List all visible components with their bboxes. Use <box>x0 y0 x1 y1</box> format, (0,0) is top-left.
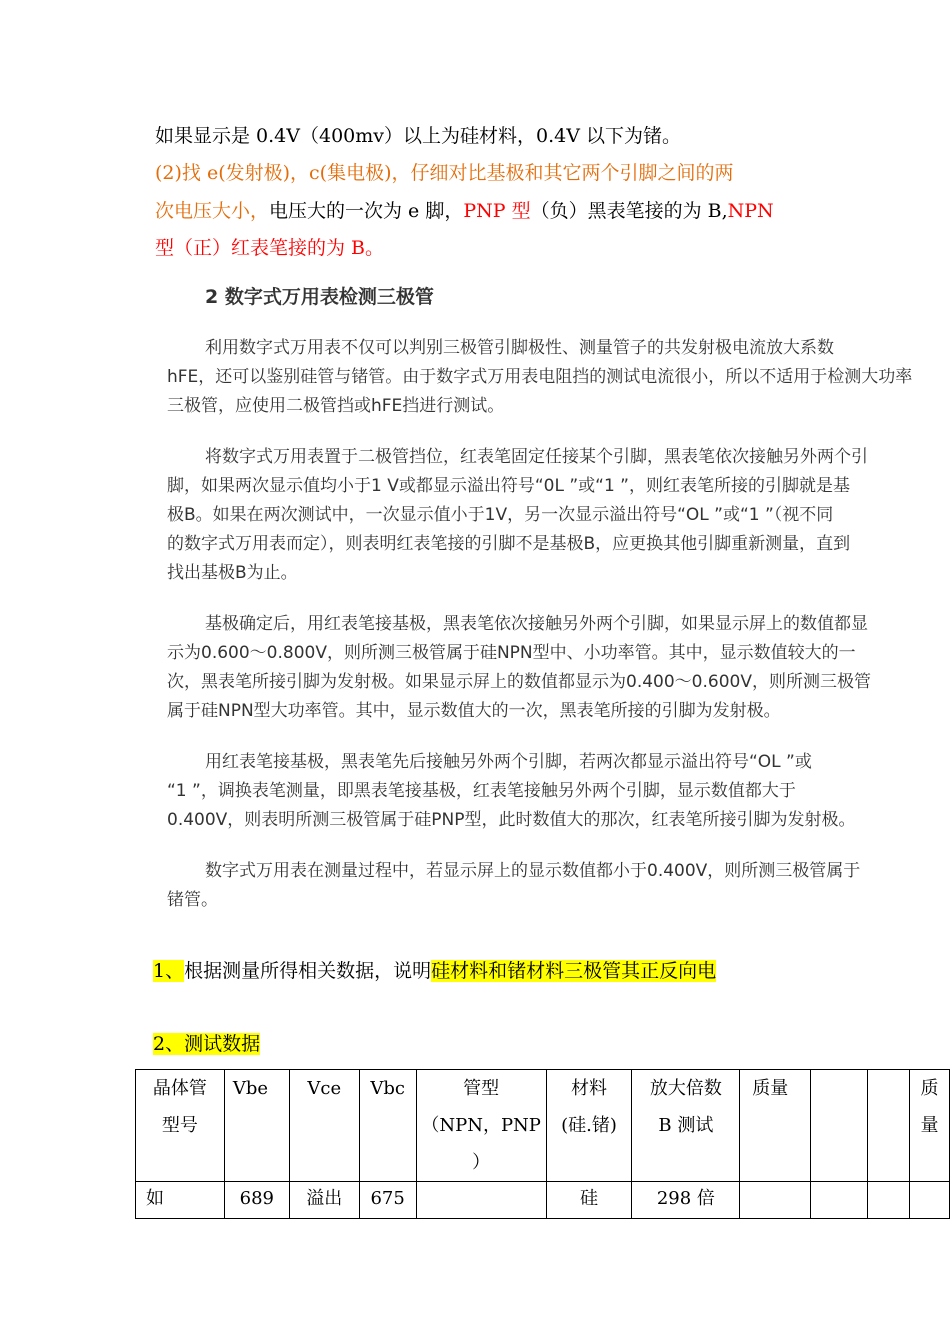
text-line-2: (2)找 e(发射极)，c(集电极)，仔细对比基极和其它两个引脚之间的两 <box>155 162 734 184</box>
header-cell-blank <box>811 1070 868 1182</box>
table-cell <box>811 1182 868 1219</box>
text-line-1: 如果显示是 0.4V（400mv）以上为硅材料，0.4V 以下为锗。 <box>155 125 681 147</box>
table-cell: 如 <box>136 1182 225 1219</box>
task-text: 根据测量所得相关数据，说明 <box>184 960 432 982</box>
header-cell-gain: 放大倍数 B 测试 <box>632 1070 740 1182</box>
paragraph-line: 脚，如果两次显示值均小于1 V或都显示溢出符号“0L ”或“1 ”，则红表笔所接的引脚就是基 <box>167 476 850 496</box>
text-line-3a: 次电压大小， <box>155 200 270 222</box>
paragraph-intro <box>167 334 950 421</box>
task-highlight: 硅材料和锗材料三极管其正反向电 <box>431 960 717 982</box>
paragraph-line: hFE，还可以鉴别硅管与锗管。由于数字式万用表电阻挡的测试电流很小，所以不适用于检测大功率 <box>167 367 913 387</box>
table-cell <box>909 1182 949 1219</box>
paragraph-line: 基极确定后，用红表笔接基极，黑表笔依次接触另外两个引脚，如果显示屏上的数值都显 <box>205 614 868 634</box>
table-row <box>136 1182 950 1219</box>
header-cell-type: 管型 （NPN，PNP ） <box>416 1070 546 1182</box>
header-cell-vce: Vce <box>289 1070 359 1182</box>
paragraph-line: 极B。如果在两次测试中，一次显示值小于1V，另一次显示溢出符号“OL ”或“1 ”（视不同 <box>167 505 834 525</box>
text-line-find-emitter <box>155 161 734 185</box>
paragraph-line: 次，黑表笔所接引脚为发射极。如果显示屏上的数值都显示为0.400～0.600V，则所测三极管 <box>167 672 871 692</box>
paragraph-line: 利用数字式万用表不仅可以判别三极管引脚极性、测量管子的共发射极电流放大系数 <box>205 338 834 358</box>
paragraph-line: 锗管。 <box>167 890 218 910</box>
table-cell <box>868 1182 910 1219</box>
table-header-row <box>136 1070 950 1182</box>
header-cell-vbe: Vbe <box>224 1070 289 1182</box>
table-cell: 298 倍 <box>632 1182 740 1219</box>
paragraph-line: 的数字式万用表而定），则表明红表笔接的引脚不是基极B，应更换其他引脚重新测量，直到 <box>167 534 851 554</box>
paragraph-line: 将数字式万用表置于二极管挡位，红表笔固定任接某个引脚，黑表笔依次接触另外两个引 <box>205 447 868 467</box>
text-line-4: 型（正）红表笔接的为 B。 <box>155 237 385 259</box>
text-line-3c: PNP 型 <box>463 200 531 222</box>
text-line-3b: 电压大的一次为 e 脚， <box>269 200 464 222</box>
paragraph-line: 0.400V，则表明所测三极管属于硅PNP型，此时数值大的那次，红表笔所接引脚为发射极。 <box>167 810 856 830</box>
table-cell <box>416 1182 546 1219</box>
paragraph-npn-test <box>167 610 950 726</box>
text-line-npn <box>155 236 384 260</box>
paragraph-line: 数字式万用表在测量过程中，若显示屏上的显示数值都小于0.400V，则所测三极管属于 <box>205 861 861 881</box>
table-cell: 689 <box>224 1182 289 1219</box>
test-data-heading-text: 2、测试数据 <box>153 1033 261 1055</box>
section-heading: 2 数字式万用表检测三极管 <box>205 286 434 308</box>
paragraph-line: 找出基极B为止。 <box>167 563 298 583</box>
table-cell <box>740 1182 811 1219</box>
table-cell: 溢出 <box>289 1182 359 1219</box>
text-line-silicon-rule <box>155 124 681 148</box>
test-data-heading <box>153 1032 260 1056</box>
text-line-voltage <box>155 199 774 223</box>
header-cell-material: 材料 (硅.锗) <box>546 1070 632 1182</box>
task-number: 1、 <box>153 960 185 982</box>
header-cell-model: 晶体管 型号 <box>136 1070 225 1182</box>
paragraph-line: 示为0.600～0.800V，则所测三极管属于硅NPN型中、小功率管。其中，显示数值较大的一 <box>167 643 856 663</box>
test-data-table <box>135 1069 950 1219</box>
paragraph-line: 三极管，应使用二极管挡或hFE挡进行测试。 <box>167 396 505 416</box>
paragraph-line: 属于硅NPN型大功率管。其中，显示数值大的一次，黑表笔所接的引脚为发射极。 <box>167 701 781 721</box>
text-line-3d: （负）黑表笔接的为 B, <box>530 200 728 222</box>
task-line <box>153 959 716 983</box>
paragraph-line: “1 ”，调换表笔测量，即黑表笔接基极，红表笔接触另外两个引脚，显示数值都大于 <box>167 781 796 801</box>
paragraph-germanium <box>167 857 950 915</box>
header-cell-blank <box>868 1070 910 1182</box>
header-cell-quality: 质量 <box>740 1070 811 1182</box>
text-line-3e: NPN <box>727 200 774 222</box>
paragraph-pnp-test <box>167 748 950 835</box>
header-cell-vbc: Vbc <box>359 1070 416 1182</box>
paragraph-line: 用红表笔接基极，黑表笔先后接触另外两个引脚，若两次都显示溢出符号“OL ”或 <box>205 752 812 772</box>
table-cell: 硅 <box>546 1182 632 1219</box>
paragraph-find-base <box>167 443 950 588</box>
header-cell-quality-2: 质 量 <box>909 1070 949 1182</box>
table-cell: 675 <box>359 1182 416 1219</box>
